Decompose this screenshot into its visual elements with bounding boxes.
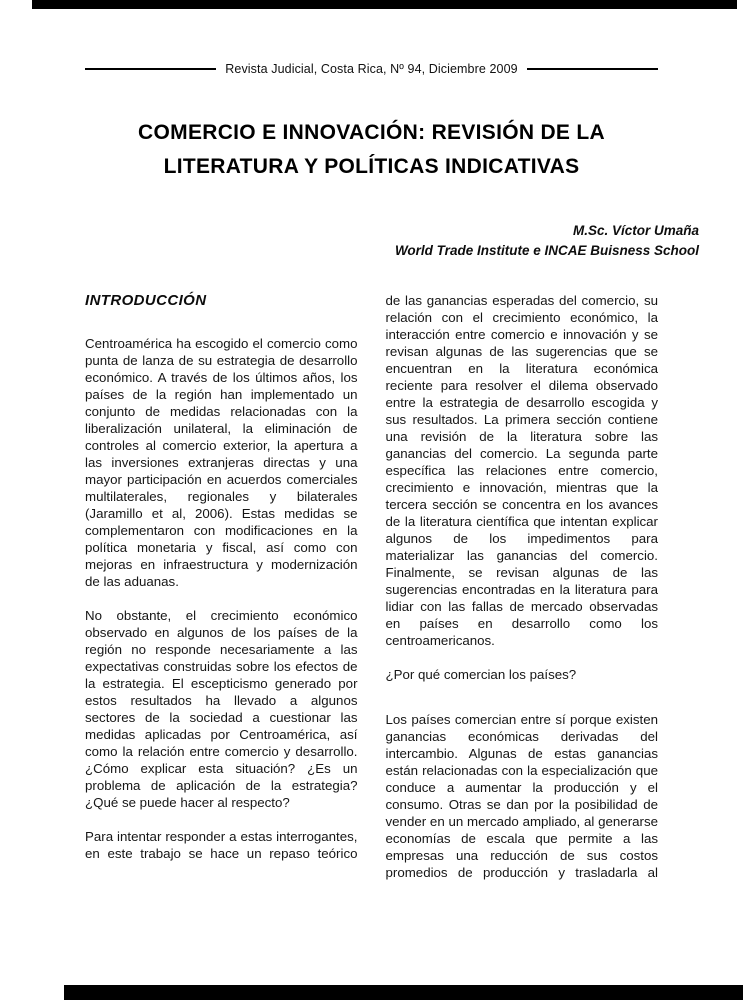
article-title bbox=[55, 116, 688, 184]
article-title-line1: COMERCIO E INNOVACIÓN: REVISIÓN DE LA bbox=[138, 121, 605, 144]
journal-header bbox=[85, 62, 658, 76]
paragraph-continuation: de las ganancias esperadas del comercio, su relación con el crecimiento económico, la interacción entre comercio e innovación y se revisan algunas de las sugerencias que se encuentran en la literatura económica reciente para resolver el dilema observado entre la estrategia de desarrollo escogida y sus resultados. La primera sección contiene una revisión de la literatura sobre las ganancias del comercio. La segunda parte específica las relaciones entre comercio, crecimiento e innovación, mientras que la tercera sección se concentra en los avances de la literatura científica que intentan explicar algunos de los impedimentos para materializar las ganancias del comercio. Finalmente, se revisan algunas de las sugerencias encontradas en la literatura para lidiar con las fallas de mercado observadas en países en desarrollo como los centroamericanos. bbox=[385, 293, 658, 648]
right-column bbox=[386, 292, 659, 881]
header-rule-left bbox=[85, 68, 216, 70]
paragraph-intro-1: Centroamérica ha escogido el comercio como punta de lanza de su estrategia de desarrollo económico. A través de los últimos años, los países de la región han implementado un conjunto de medidas relacionadas con la liberalización unilateral, la eliminación de controles al comercio exterior, la apertura a las inversiones extranjeras directas y una mayor participación en acuerdos comerciales multilaterales, regionales y bilaterales (Jaramillo et al, 2006). Estas medidas se complementaron con modificaciones en la política monetaria y fiscal, así como con mejoras en infraestructura y modernización de las aduanas. bbox=[85, 336, 358, 589]
subheading-why-countries-trade: ¿Por qué comercian los países? bbox=[385, 667, 577, 682]
scan-artifact-bottom bbox=[64, 985, 743, 1000]
article-title-line2: LITERATURA Y POLÍTICAS INDICATIVAS bbox=[163, 155, 580, 179]
journal-header-text: Revista Judicial, Costa Rica, Nº 94, Diciembre 2009 bbox=[225, 62, 518, 76]
header-rule-right bbox=[527, 68, 658, 70]
paragraph-trade-gains: Los países comercian entre sí porque existen ganancias económicas derivadas del intercambio. Algunas de estas ganancias están relacionadas con la especialización que conduce a aumentar la producción y el consumo. Otras se dan por la posibilidad de vender en un mercado ampliado, al generarse economías de escala que permite a las empresas una reducción de sus costos promedios de producción y trasladarla al bbox=[385, 712, 658, 880]
scan-artifact-top bbox=[32, 0, 737, 9]
author-block bbox=[395, 221, 699, 262]
section-heading-introduccion: INTRODUCCIÓN bbox=[85, 292, 207, 309]
left-column bbox=[85, 292, 358, 881]
article-body bbox=[85, 292, 658, 881]
paragraph-intro-2: No obstante, el crecimiento económico observado en algunos de los países de la región no responde necesariamente a las expectativas construidas sobre los efectos de la estrategia. El escepticismo generado por estos resultados ha llevado a algunos sectores de la sociedad a cuestionar las medidas aplicadas por Centroamérica, así como la relación entre comercio y desarrollo. ¿Cómo explicar esta situación? ¿Es un problema de aplicación de la estrategia? ¿Qué se puede hacer al respecto? bbox=[85, 608, 358, 810]
author-affiliation: World Trade Institute e INCAE Buisness School bbox=[394, 243, 699, 259]
paragraph-intro-3: Para intentar responder a estas interrogantes, en este trabajo se hace un repaso teórico bbox=[85, 829, 358, 861]
author-name: M.Sc. Víctor Umaña bbox=[572, 223, 699, 238]
